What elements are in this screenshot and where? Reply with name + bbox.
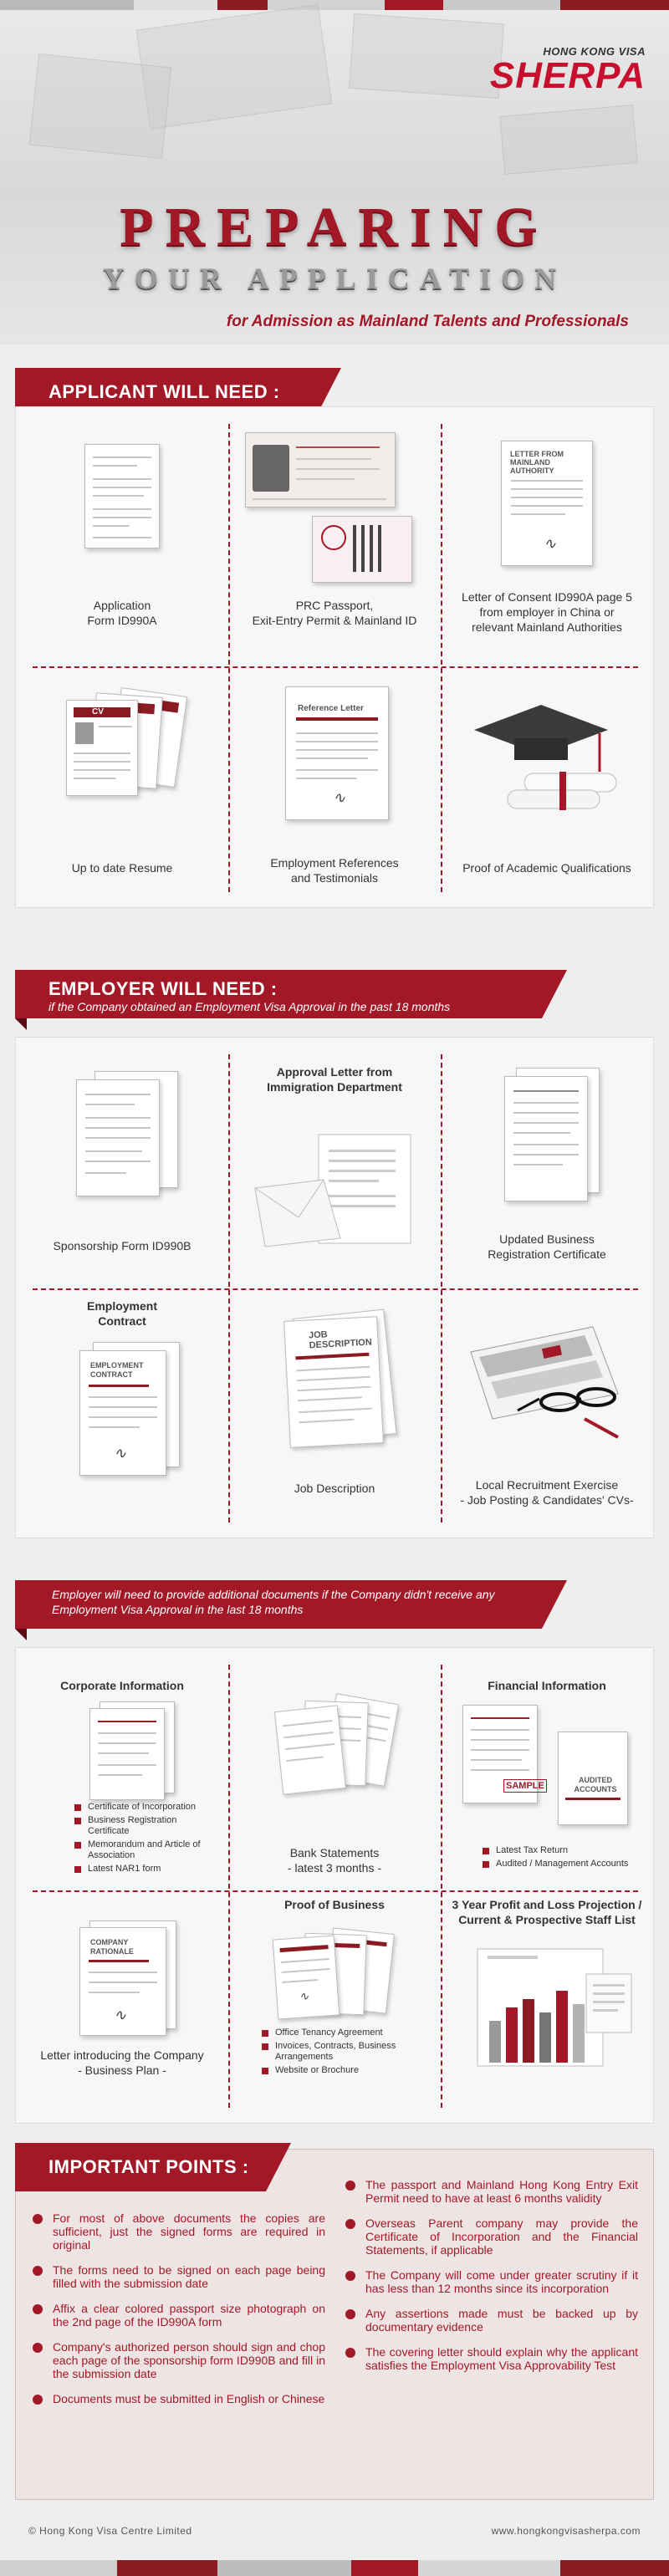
points-banner [15,2143,291,2191]
list-item: Invoices, Contracts, Business Arrangements [262,2041,421,2063]
applicant-item-caption: Proof of Academic Qualifications [462,861,631,875]
list-item: Website or Brochure [262,2065,421,2076]
list-item: Latest NAR1 form [74,1864,217,1875]
point-text: The passport and Mainland Hong Kong Entry Exit Permit need to have at least 6 months validity [365,2178,638,2205]
audited-accounts-icon [558,1732,628,1825]
employer-item-caption: Updated Business Registration Certificate [488,1232,606,1261]
bottom-color-bar [0,2560,669,2576]
logo-tagline: HONG KONG VISA [543,45,646,58]
proof-title: Proof of Business [284,1898,385,1911]
list-item: Business Registration Certificate [74,1815,217,1837]
point-text: For most of above documents the copies are sufficient, just the signed forms are required in original [53,2211,325,2252]
point-item [33,2211,325,2252]
important-points-panel [15,2149,654,2500]
list-item: Certificate of Incorporation [74,1802,217,1813]
point-text: Overseas Parent company may provide the Certificate of Incorporation and the Financial Statements, if applicable [365,2216,638,2257]
additional-corporate [16,1648,228,1890]
applicant-item-resume [16,666,228,909]
job-description-doc-label: JOB DESCRIPTION [308,1329,373,1351]
employer-item-top-caption: Employment Contract [86,1299,157,1328]
employer-panel [15,1037,654,1538]
points-right-column [345,2178,638,2384]
top-color-bar [0,0,669,10]
applicant-item-qualifications [441,666,653,909]
certificate-icon [504,1076,588,1201]
envelope-letter-icon [248,1130,424,1255]
sherpa-logo[interactable] [453,45,646,112]
graduation-cap-icon [466,696,625,822]
mainland-id-icon [312,516,412,583]
newspaper-glasses-icon [459,1319,626,1444]
employer-item-approval-letter [228,1038,441,1288]
applicant-item-caption: Letter of Consent ID990A page 5 from employer in China or relevant Mainland Authorities [462,590,632,634]
applicant-item-consent [441,407,653,666]
form-document-icon [76,1079,160,1196]
applicant-item-caption: Employment References and Testimonials [270,856,399,885]
proof-list [262,2028,421,2079]
employer-banner [15,970,567,1018]
bullet-dot-icon [345,2271,355,2281]
page-title-line2: YOUR APPLICATION [102,262,567,295]
projection-title: 3 Year Profit and Loss Projection / Current & Prospective Staff List [452,1898,642,1926]
point-text: Documents must be submitted in English or Chinese [53,2392,325,2405]
rationale-doc-label: COMPANY RATIONALE [90,1938,134,1956]
financial-title: Financial Information [488,1679,606,1692]
employer-subheading: if the Company obtained an Employment Visa Approval in the past 18 months [49,1000,451,1013]
bullet-dot-icon [33,2343,43,2353]
signature-mark: ∿ [114,2007,127,2024]
list-item: Audited / Management Accounts [483,1859,633,1870]
letter-icon [79,1927,166,2036]
applicant-heading: APPLICANT WILL NEED : [49,381,280,402]
additional-bank [228,1648,441,1890]
bullet-dot-icon [33,2395,43,2405]
bullet-dot-icon [345,2219,355,2229]
point-item [345,2345,638,2372]
additional-banner [15,1580,567,1629]
employer-item-job-description [228,1288,441,1539]
applicant-item-form [16,407,228,666]
job-description-icon [283,1316,384,1448]
point-text: The forms need to be signed on each page being filled with the submission date [53,2263,325,2290]
points-left-column [33,2211,325,2417]
employer-item-caption: Sponsorship Form ID990B [53,1239,192,1252]
employer-item-sponsorship [16,1038,228,1288]
point-item [345,2216,638,2257]
bullet-dot-icon [345,2181,355,2191]
point-item [33,2302,325,2329]
list-item: Latest Tax Return [483,1845,633,1856]
contract-doc-label: EMPLOYMENT CONTRACT [90,1361,144,1379]
resume-doc-label: CV [92,707,104,717]
signature-mark: ∿ [333,789,346,807]
additional-proof-of-business [228,1890,441,2125]
signature-mark: ∿ [544,535,557,553]
business-plan-caption: Letter introducing the Company - Business Plan - [40,2048,204,2077]
bank-statement-icon [274,1705,346,1794]
applicant-item-caption: Up to date Resume [71,861,173,875]
reference-doc-label: Reference Letter [298,704,364,713]
contract-icon [79,1350,166,1476]
list-item: Memorandum and Article of Association [74,1839,217,1861]
bullet-dot-icon [33,2214,43,2224]
signature-mark: ∿ [114,1445,127,1462]
website-link[interactable]: www.hongkongvisasherpa.com [491,2525,641,2537]
logo-name: SHERPA [489,55,646,96]
certificate-icon [89,1708,165,1800]
tax-return-icon [462,1705,544,1803]
audited-doc-label: AUDITED ACCOUNTS [574,1776,617,1793]
form-document-icon [84,444,160,548]
applicant-item-references [228,666,441,909]
letter-doc-label: LETTER FROM MAINLAND AUTHORITY [510,450,564,475]
letter-icon [501,441,593,566]
point-item [345,2178,638,2205]
copyright-text: © Hong Kong Visa Centre Limited [28,2525,192,2537]
applicant-item-caption: Application Form ID990A [87,599,157,627]
signature-mark: ∿ [299,1989,309,2004]
list-item: Office Tenancy Agreement [262,2028,421,2038]
point-text: Affix a clear colored passport size photograph on the 2nd page of the ID990A form [53,2302,325,2329]
point-text: The covering letter should explain why the applicant satisfies the Employment Visa Approvability Test [365,2345,638,2372]
bank-caption: Bank Statements - latest 3 months - [287,1846,382,1875]
employer-item-br-certificate [441,1038,653,1288]
page-subtitle: for Admission as Mainland Talents and Professionals [226,313,629,330]
business-document-icon [273,1936,340,2020]
corporate-list [74,1802,217,1877]
point-item [345,2268,638,2295]
corporate-title: Corporate Information [60,1679,184,1692]
employer-item-caption: Job Description [294,1482,375,1495]
additional-panel [15,1647,654,2124]
point-item [345,2307,638,2334]
page-title: PREPARING [120,196,549,258]
sample-stamp: SAMPLE [503,1779,547,1793]
hero-header [0,10,669,344]
point-text: The Company will come under greater scrutiny if it has less than 12 months since its incorporation [365,2268,638,2295]
employer-item-caption: Local Recruitment Exercise - Job Posting & Candidates' CVs- [460,1478,634,1507]
bar-chart-icon [461,1941,636,2074]
applicant-panel [15,406,654,908]
point-text: Company's authorized person should sign and chop each page of the sponsorship form ID990B and fill in the submission date [53,2340,325,2380]
employer-heading: EMPLOYER WILL NEED : [49,978,278,999]
additional-projection [441,1890,653,2125]
additional-financial [441,1648,653,1890]
passport-id-icon [245,432,396,508]
point-text: Any assertions made must be backed up by documentary evidence [365,2307,638,2334]
employer-item-recruitment [441,1288,653,1539]
additional-heading: Employer will need to provide additional documents if the Company didn't receive any Employment Visa Approval in the last 18 months [52,1588,495,1616]
employer-item-contract [16,1288,228,1539]
point-item [33,2392,325,2405]
points-heading: IMPORTANT POINTS : [49,2156,249,2177]
point-item [33,2340,325,2380]
financial-list [483,1845,633,1872]
point-item [33,2263,325,2290]
resume-icon [66,700,138,796]
footer [0,2517,669,2550]
applicant-item-passport [228,407,441,666]
bullet-dot-icon [33,2304,43,2314]
reference-letter-icon [285,686,389,820]
additional-business-plan [16,1890,228,2125]
applicant-item-caption: PRC Passport, Exit-Entry Permit & Mainland ID [252,599,417,627]
bullet-dot-icon [33,2266,43,2276]
bullet-dot-icon [345,2348,355,2358]
bullet-dot-icon [345,2309,355,2319]
employer-item-top-caption: Approval Letter from Immigration Department [267,1065,402,1094]
